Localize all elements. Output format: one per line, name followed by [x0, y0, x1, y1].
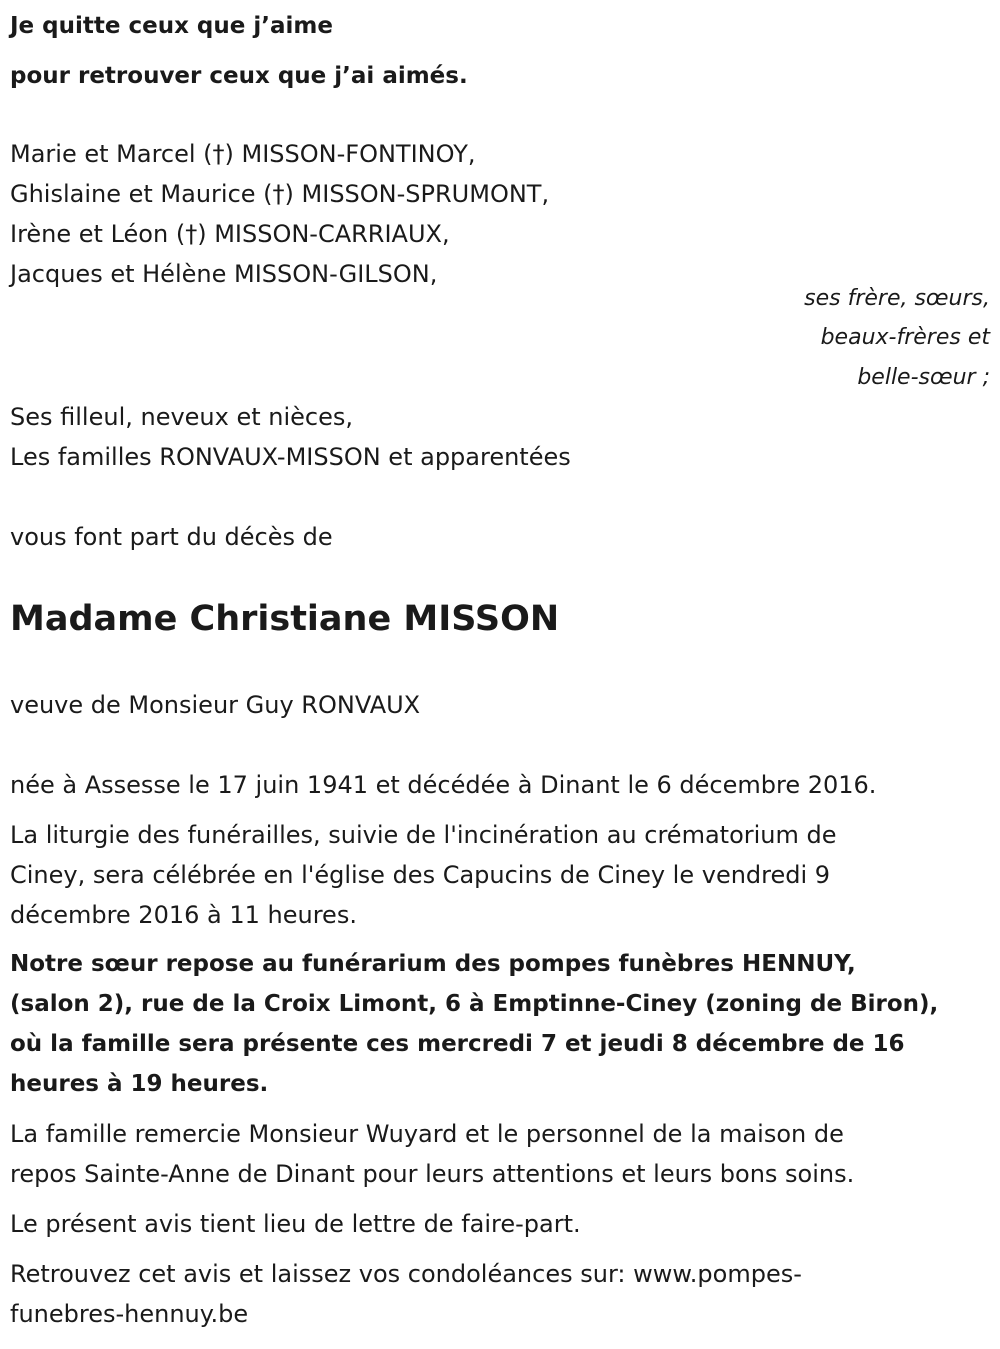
visitation-line-1: Notre sœur repose au funérarium des pompes funèbres HENNUY, — [10, 951, 856, 977]
relatives-line-2: Les familles RONVAUX-MISSON et apparentées — [10, 443, 571, 471]
birth-death: née à Assesse le 17 juin 1941 et décédée à Dinant le 6 décembre 2016. — [10, 771, 877, 799]
siblings-relation-line-2: beaux-frères et — [820, 325, 990, 350]
epigraph-line-2: pour retrouver ceux que j’ai aimés. — [10, 63, 468, 89]
siblings-relation-line-1: ses frère, sœurs, — [804, 286, 990, 311]
thanks-line-2: repos Sainte-Anne de Dinant pour leurs attentions et leurs bons soins. — [10, 1160, 855, 1188]
sibling-line-2: Ghislaine et Maurice (†) MISSON-SPRUMONT, — [10, 180, 550, 208]
epigraph-line-1: Je quitte ceux que j’aime — [10, 13, 333, 39]
thanks-line-1: La famille remercie Monsieur Wuyard et le personnel de la maison de — [10, 1120, 844, 1148]
liturgy-line-3: décembre 2016 à 11 heures. — [10, 901, 357, 929]
widow-of: veuve de Monsieur Guy RONVAUX — [10, 691, 421, 719]
liturgy-line-1: La liturgie des funérailles, suivie de l'incinération au crématorium de — [10, 821, 837, 849]
notice: Le présent avis tient lieu de lettre de faire-part. — [10, 1210, 581, 1238]
deceased-name: Madame Christiane MISSON — [10, 599, 560, 639]
relatives-line-1: Ses filleul, neveux et nièces, — [10, 403, 354, 431]
announcement: vous font part du décès de — [10, 523, 333, 551]
siblings-relation-line-3: belle-sœur ; — [857, 365, 990, 390]
sibling-line-4: Jacques et Hélène MISSON-GILSON, — [10, 260, 438, 288]
condolences-line-2: funebres-hennuy.be — [10, 1300, 249, 1328]
condolences-line-1: Retrouvez cet avis et laissez vos condoléances sur: www.pompes- — [10, 1260, 802, 1288]
liturgy-line-2: Ciney, sera célébrée en l'église des Capucins de Ciney le vendredi 9 — [10, 861, 831, 889]
visitation-line-3: où la famille sera présente ces mercredi 7 et jeudi 8 décembre de 16 — [10, 1031, 905, 1057]
sibling-line-3: Irène et Léon (†) MISSON-CARRIAUX, — [10, 220, 450, 248]
visitation-line-4: heures à 19 heures. — [10, 1071, 269, 1097]
sibling-line-1: Marie et Marcel (†) MISSON-FONTINOY, — [10, 140, 476, 168]
visitation-line-2: (salon 2), rue de la Croix Limont, 6 à Emptinne-Ciney (zoning de Biron), — [10, 991, 939, 1017]
